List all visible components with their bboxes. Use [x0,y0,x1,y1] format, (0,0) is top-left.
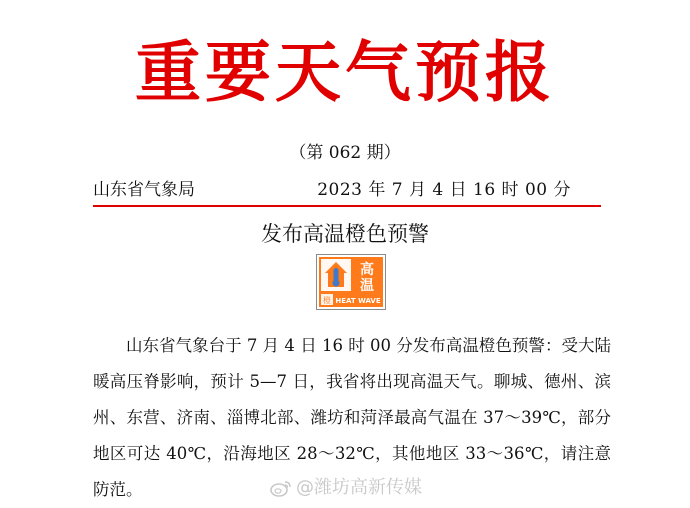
weibo-icon [270,479,292,497]
signal-char-2: 温 [360,278,374,294]
header-divider [93,205,601,207]
signal-caption: HEAT WAVE [335,297,381,305]
masthead-title: 重要天气预报 [135,33,555,111]
issue-number: （第 062 期） [289,143,401,163]
signal-corner-char: 橙 [323,296,331,305]
warning-title: 发布高温橙色预警 [261,222,429,246]
signal-char-1: 高 [360,262,374,278]
issue-datetime: 2023 年 7 月 4 日 16 时 00 分 [317,180,571,200]
heat-wave-orange-signal-icon [316,254,386,310]
watermark [270,476,422,500]
watermark-text: @潍坊高新传媒 [296,477,422,498]
issuing-organization: 山东省气象局 [93,180,195,200]
warning-body-paragraph: 山东省气象台于 7 月 4 日 16 时 00 分发布高温橙色预警：受大陆暖高压脊影响，预计 5—7 日，我省将出现高温天气。聊城、德州、滨州、东营、济南、淄博北部、潍坊和菏泽最高气温在 37～39℃，部分地区可达 40℃，沿海地区 28～32℃，其他地区 33～36℃，请注意防范。 [93,336,611,499]
meta-row [93,178,601,202]
